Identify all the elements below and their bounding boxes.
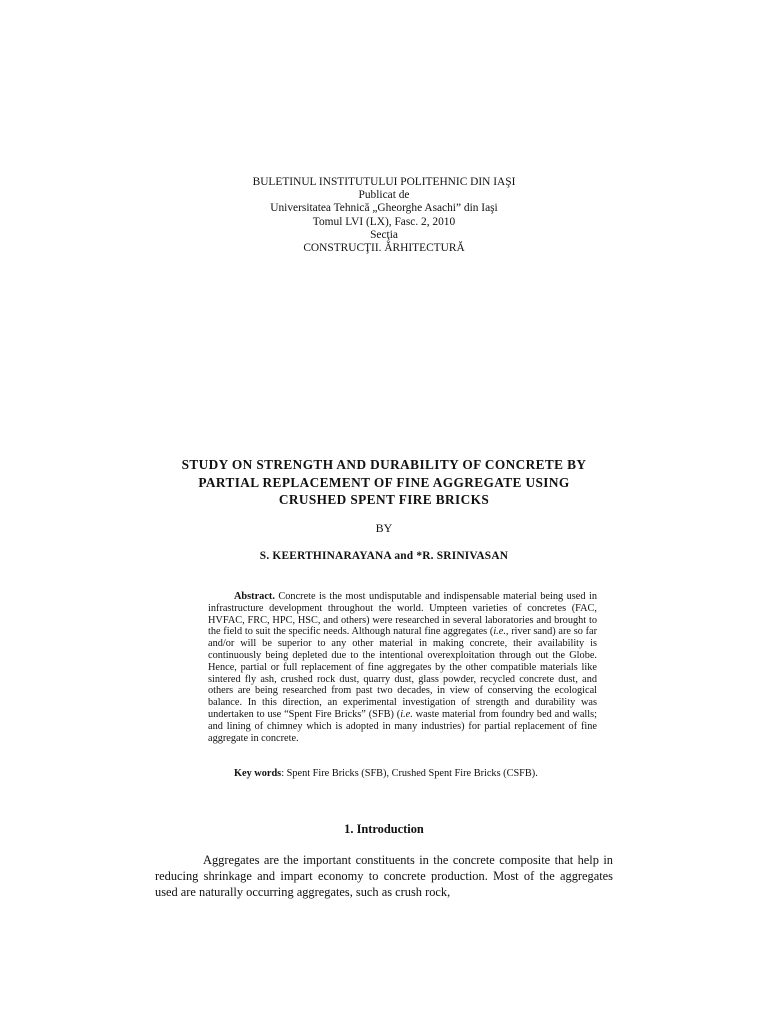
keywords-text: : Spent Fire Bricks (SFB), Crushed Spent Fire Bricks (CSFB). xyxy=(281,768,538,779)
section-label: Secţia xyxy=(370,228,398,241)
abstract-ie-2: i.e. xyxy=(400,708,413,720)
title-line-3: CRUSHED SPENT FIRE BRICKS xyxy=(278,492,490,507)
abstract-text-1: Concrete is the most undisputable and indispensable material being used in infrastructure development throughout the world. Umpteen varieties of concretes (FAC, HVFAC, FRC, HPC, HSC, and others) were researched in several laboratories and brought to the field to suit the specific needs. Although natural fine aggregates ( xyxy=(208,591,597,638)
intro-paragraph: Aggregates are the important constituents in the concrete composite that help in reducing shrinkage and impart economy to concrete production. Most of the aggregates used are naturally occurring aggregates, such as crush rock, xyxy=(155,853,613,899)
abstract-text-3: waste material from foundry bed and walls; and lining of chimney which is adopted in many industries) for partial replacement of fine aggregate in concrete. xyxy=(208,708,597,744)
title-line-1: STUDY ON STRENGTH AND DURABILITY OF CONCRETE BY xyxy=(181,457,587,472)
section-heading: 1. Introduction xyxy=(344,822,424,836)
journal-header xyxy=(0,176,768,255)
paper-title xyxy=(0,456,768,509)
section-name: CONSTRUCŢII. ĂRHITECTURĂ xyxy=(303,242,465,255)
volume-info: Tomul LVI (LX), Fasc. 2, 2010 xyxy=(312,215,456,228)
title-line-2: PARTIAL REPLACEMENT OF FINE AGGREGATE USING xyxy=(198,474,570,490)
abstract-text-2: , river sand) are so far and/or will be superior to any other material in making concrete, their availability is continuously being depleted due to the intentional overexploitation through out the Globe. Hence, partial or full replacement of fine aggregates by the other compatible materials like sintered fly ash, crushed rock dust, quarry dust, glass powder, recycled concrete dust, and others are being researched from past two decades, in view of conserving the ecological balance. In this direction, an experimental investigation of strength and durability was undertaken to use “Spent Fire Bricks” (SFB) ( xyxy=(208,626,597,720)
abstract xyxy=(208,591,597,744)
abstract-label: Abstract. xyxy=(234,591,275,602)
publisher-label: Publicat de xyxy=(358,189,410,202)
by-label: BY xyxy=(375,521,393,535)
abstract-ie-1: i.e. xyxy=(493,626,506,638)
authors: S. KEERTHINARAYANA and *R. SRINIVASAN xyxy=(259,550,509,562)
keywords xyxy=(234,768,634,780)
publisher-name: Universitatea Tehnică „Gheorghe Asachi” din Iaşi xyxy=(270,202,498,215)
journal-name: BULETINUL INSTITUTULUI POLITEHNIC DIN IAŞI xyxy=(252,176,516,188)
keywords-label: Key words xyxy=(234,768,282,779)
